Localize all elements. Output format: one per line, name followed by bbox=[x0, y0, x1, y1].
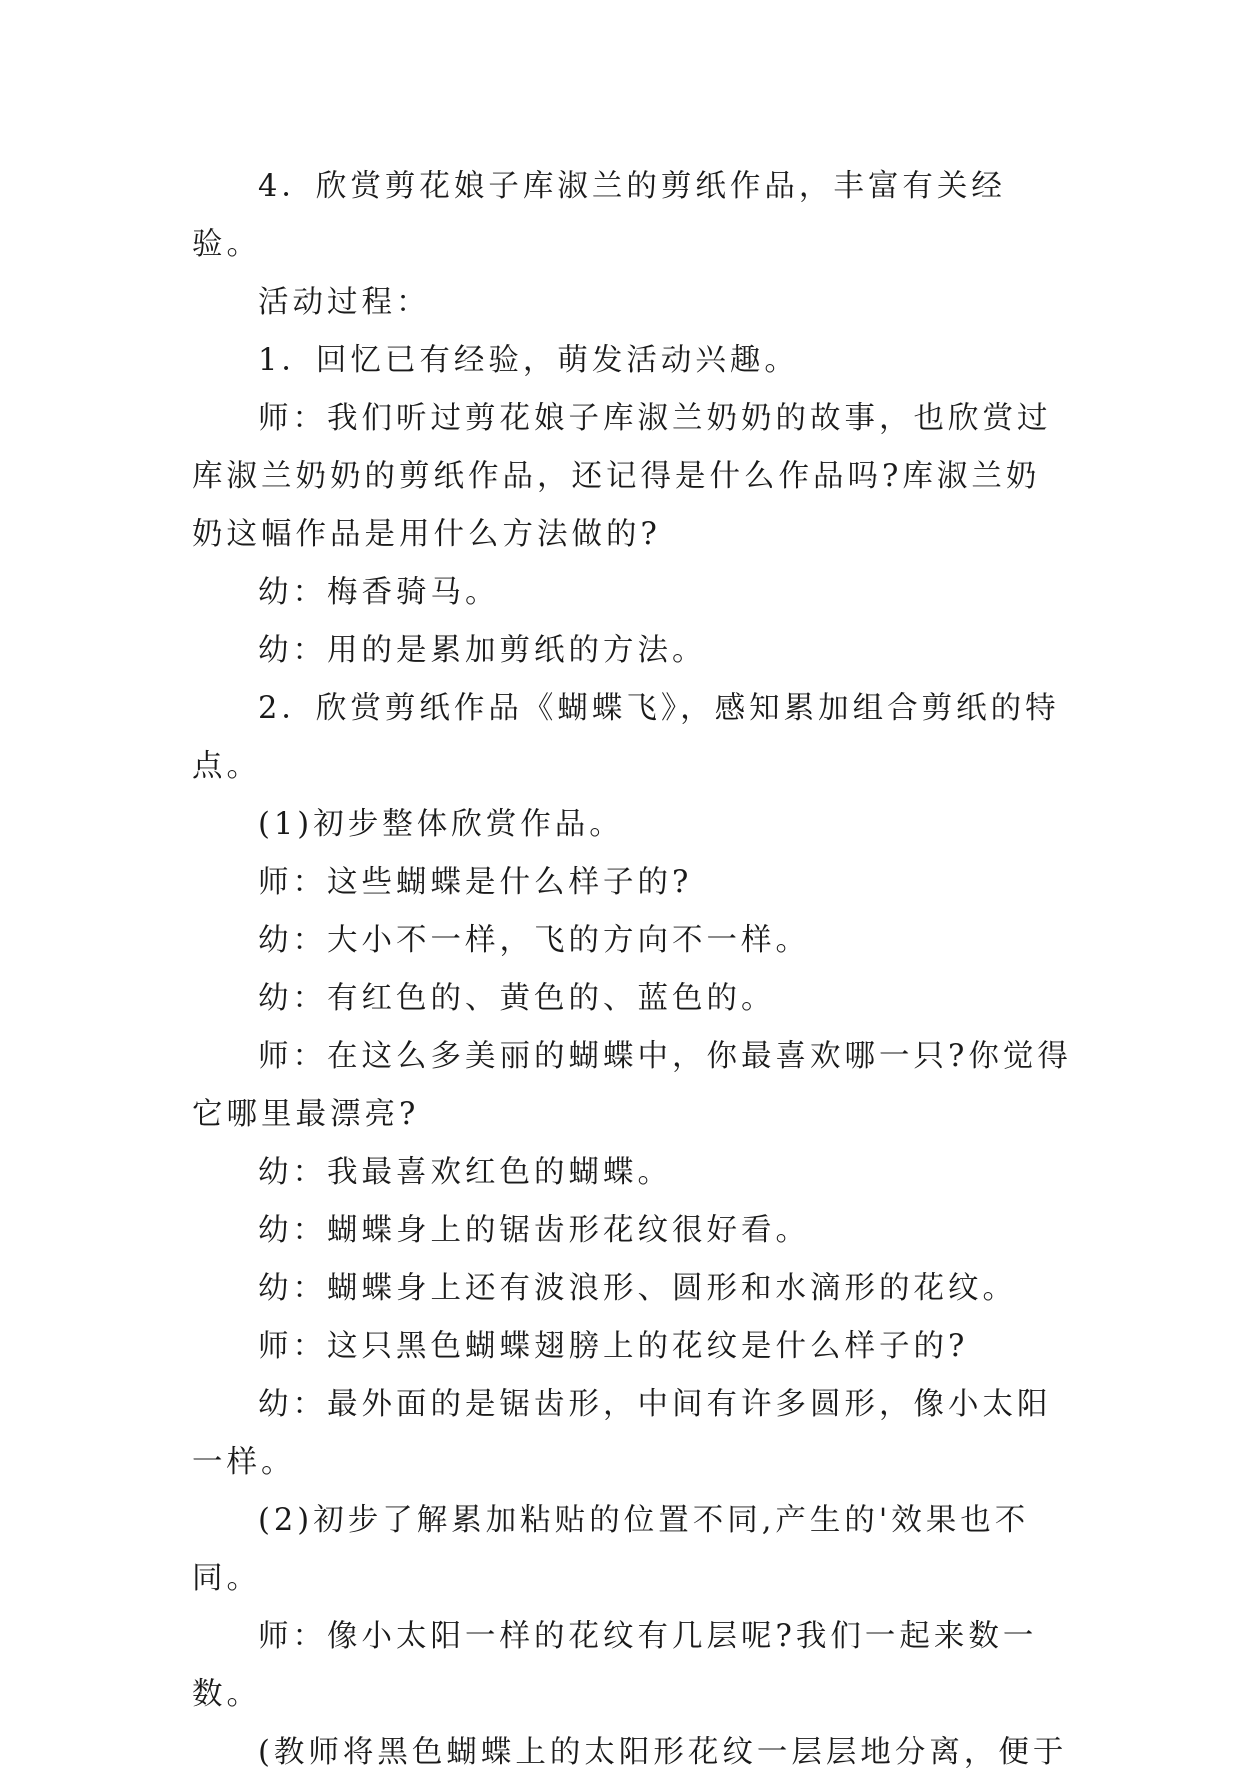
dialogue-line: 幼：用的是累加剪纸的方法。 bbox=[258, 633, 707, 668]
dialogue-line: 师：这只黑色蝴蝶翅膀上的花纹是什么样子的? bbox=[258, 1329, 969, 1364]
dialogue-line: 幼：蝴蝶身上的锯齿形花纹很好看。 bbox=[258, 1213, 810, 1248]
dialogue-line: 师：我们听过剪花娘子库淑兰奶奶的故事，也欣赏过库淑兰奶奶的剪纸作品，还记得是什么作品吗?库淑兰奶奶这幅作品是用什么方法做的? bbox=[192, 401, 1052, 552]
dialogue-line: 师：在这么多美丽的蝴蝶中，你最喜欢哪一只?你觉得它哪里最漂亮? bbox=[192, 1039, 1072, 1132]
dialogue-line: 幼：最外面的是锯齿形，中间有许多圆形，像小太阳一样。 bbox=[192, 1387, 1052, 1480]
paragraph: 4．欣赏剪花娘子库淑兰的剪纸作品，丰富有关经验。 bbox=[192, 169, 1006, 262]
dialogue-line: 幼：我最喜欢红色的蝴蝶。 bbox=[258, 1155, 672, 1190]
sub-step-heading: (1)初步整体欣赏作品。 bbox=[258, 807, 624, 842]
step-heading: 2．欣赏剪纸作品《蝴蝶飞》，感知累加组合剪纸的特点。 bbox=[192, 691, 1060, 784]
section-heading: 活动过程： bbox=[258, 285, 431, 320]
document-body bbox=[192, 158, 1072, 1782]
dialogue-line: 幼：梅香骑马。 bbox=[258, 575, 500, 610]
dialogue-line: 幼：大小不一样，飞的方向不一样。 bbox=[258, 923, 810, 958]
dialogue-line: 师：像小太阳一样的花纹有几层呢?我们一起来数一数。 bbox=[192, 1619, 1038, 1712]
sub-step-heading: (2)初步了解累加粘贴的位置不同,产生的'效果也不同。 bbox=[192, 1503, 1030, 1596]
step-heading: 1．回忆已有经验，萌发活动兴趣。 bbox=[258, 343, 799, 378]
dialogue-line: 师：这些蝴蝶是什么样子的? bbox=[258, 865, 693, 900]
dialogue-line: 幼：有红色的、黄色的、蓝色的。 bbox=[258, 981, 776, 1016]
dialogue-line: 幼：蝴蝶身上还有波浪形、圆形和水滴形的花纹。 bbox=[258, 1271, 1017, 1306]
paragraph: (教师将黑色蝴蝶上的太阳形花纹一层层地分离，便于 bbox=[258, 1735, 1068, 1770]
